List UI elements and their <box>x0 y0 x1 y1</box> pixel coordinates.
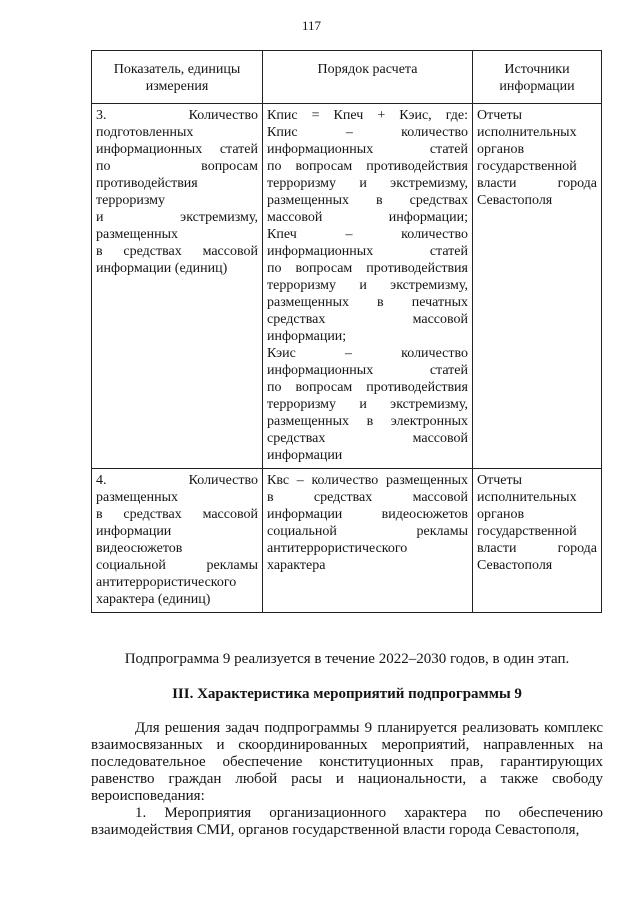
source-cell-line: власти города <box>477 541 597 556</box>
indicator-cell-line: и экстремизму, <box>96 210 258 225</box>
indicator-cell-line: информации (единиц) <box>96 261 228 276</box>
indicator-cell-line: размещенных <box>96 227 179 242</box>
calculation-cell-line: по вопросам противодействия <box>267 380 468 395</box>
source-cell-line: власти города <box>477 176 597 191</box>
table-header-row <box>92 51 602 104</box>
source-cell-line: Севастополя <box>477 193 553 208</box>
indicator-cell-line: видеосюжетов <box>96 541 183 556</box>
calculation-cell-line: социальной рекламы <box>267 524 468 539</box>
indicator-cell <box>92 104 263 469</box>
source-cell-line: Отчеты <box>477 108 523 123</box>
indicator-cell-line: антитеррористического <box>96 575 237 590</box>
section-heading: III. Характеристика мероприятий подпрограммы 9 <box>172 686 522 702</box>
calculation-cell-line: Кпеч – количество <box>267 227 468 242</box>
page-number: 117 <box>301 18 322 33</box>
calculation-cell-line: средствах массовой <box>267 431 468 446</box>
calculation-cell-line: терроризму и экстремизму, <box>267 176 468 191</box>
calculation-cell-line: информации <box>267 448 343 463</box>
table-row <box>92 104 602 469</box>
calculation-cell-line: антитеррористического <box>267 541 408 556</box>
calculation-cell-line: по вопросам противодействия <box>267 261 468 276</box>
paragraph-2: 1. Мероприятия организационного характера по обеспечению взаимодействия СМИ, органов государственной власти города Севастополя, <box>91 805 603 838</box>
source-cell-line: исполнительных <box>477 125 577 140</box>
source-cell-line: органов <box>477 142 525 157</box>
calculation-cell-line: характера <box>267 558 326 573</box>
calculation-cell-line: терроризму и экстремизму, <box>267 278 468 293</box>
calculation-cell-line: информационных статей <box>267 142 468 157</box>
source-cell <box>473 469 602 613</box>
calculation-cell-line: по вопросам противодействия <box>267 159 468 174</box>
calculation-cell-line: Квс – количество размещенных <box>267 473 468 488</box>
indicator-cell-line: 4. Количество <box>96 473 258 488</box>
calculation-cell-line: Кпис – количество <box>267 125 468 140</box>
header-calculation: Порядок расчета <box>263 51 473 104</box>
calculation-cell-line: средствах массовой <box>267 312 468 327</box>
calculation-cell-line: информации видеосюжетов <box>267 507 468 522</box>
table-row <box>92 469 602 613</box>
indicator-cell-line: противодействия <box>96 176 198 191</box>
calculation-cell-line: Кэис – количество <box>267 346 468 361</box>
calculation-cell-line: информационных статей <box>267 244 468 259</box>
indicator-cell-line: информационных статей <box>96 142 258 157</box>
source-cell <box>473 104 602 469</box>
calculation-cell-line: в средствах массовой <box>267 490 468 505</box>
calculation-cell <box>263 469 473 613</box>
source-cell-line: исполнительных <box>477 490 577 505</box>
calculation-cell-line: размещенных в печатных <box>267 295 468 310</box>
calculation-cell-line: Кпис = Кпеч + Кэис, где: <box>267 108 468 123</box>
indicator-cell-line: терроризму <box>96 193 166 208</box>
indicator-cell-line: в средствах массовой <box>96 507 258 522</box>
source-cell-line: государственной <box>477 159 577 174</box>
indicator-cell-line: в средствах массовой <box>96 244 258 259</box>
calculation-cell-line: информации; <box>267 329 347 344</box>
source-cell-line: государственной <box>477 524 577 539</box>
header-source: Источники информации <box>473 51 602 104</box>
indicator-cell-line: подготовленных <box>96 125 194 140</box>
source-cell-line: Севастополя <box>477 558 553 573</box>
calculation-cell <box>263 104 473 469</box>
indicator-cell-line: 3. Количество <box>96 108 258 123</box>
stage-line: Подпрограмма 9 реализуется в течение 2022–2030 годов, в один этап. <box>124 651 570 667</box>
calculation-cell-line: терроризму и экстремизму, <box>267 397 468 412</box>
indicators-table <box>91 50 602 613</box>
indicator-cell-line: информации <box>96 524 172 539</box>
indicator-cell-line: по вопросам <box>96 159 258 174</box>
indicator-cell-line: размещенных <box>96 490 179 505</box>
paragraph-1: Для решения задач подпрограммы 9 планируется реализовать комплекс взаимосвязанных и скоординированных мероприятий, направленных на последовательное обеспечение конституционных прав, гарантирующих равенство граждан любой расы и национальности, а также свободу вероисповедания: <box>91 720 603 804</box>
header-indicator: Показатель, единицы измерения <box>92 51 263 104</box>
source-cell-line: органов <box>477 507 525 522</box>
source-cell-line: Отчеты <box>477 473 523 488</box>
indicator-cell-line: социальной рекламы <box>96 558 258 573</box>
calculation-cell-line: информационных статей <box>267 363 468 378</box>
indicator-cell <box>92 469 263 613</box>
indicator-cell-line: характера (единиц) <box>96 592 211 607</box>
calculation-cell-line: размещенных в средствах <box>267 193 468 208</box>
calculation-cell-line: размещенных в электронных <box>267 414 468 429</box>
calculation-cell-line: массовой информации; <box>267 210 468 225</box>
